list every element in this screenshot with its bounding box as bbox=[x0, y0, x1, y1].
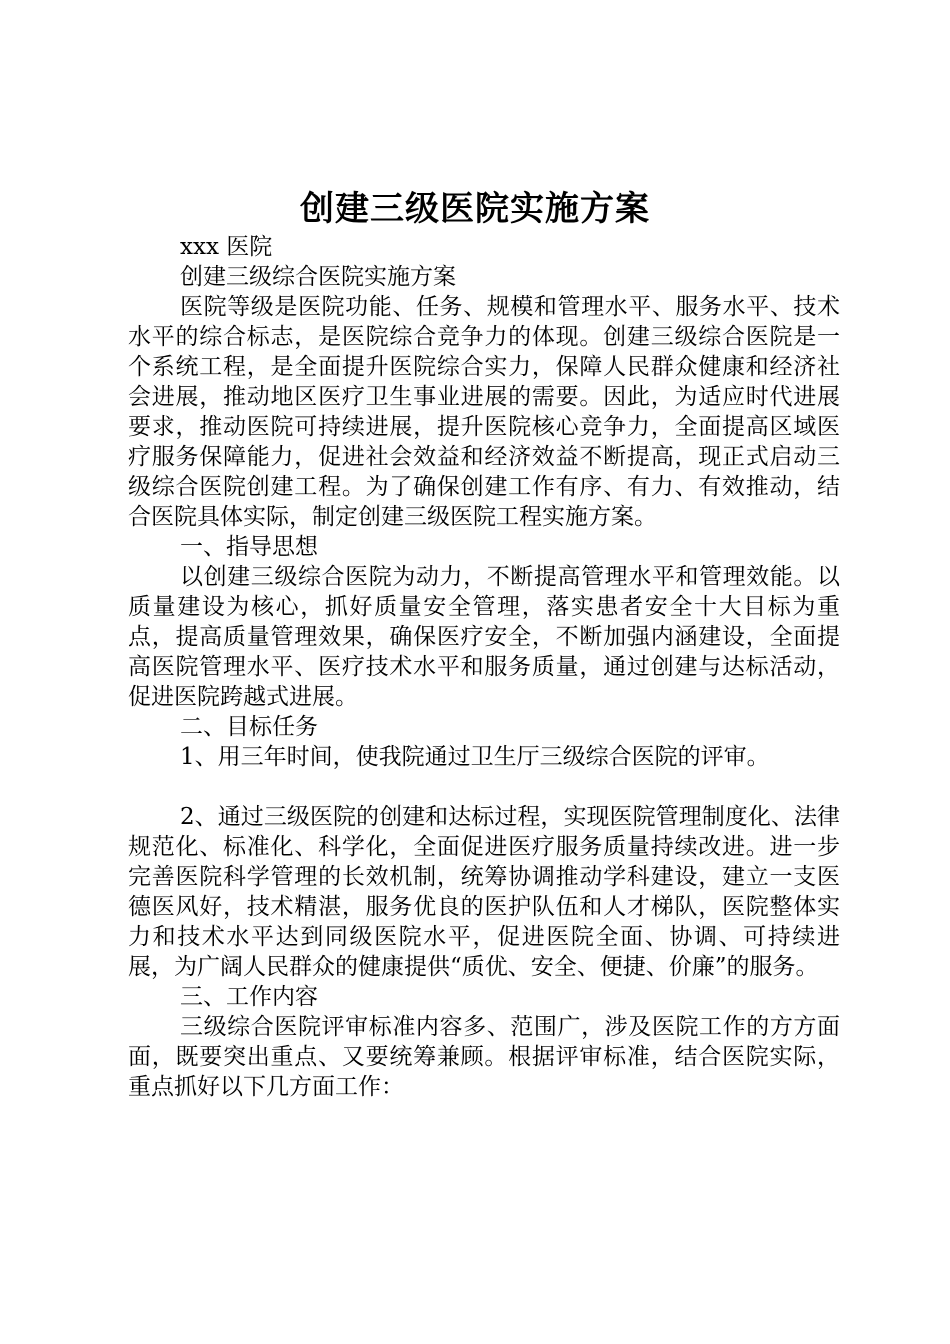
section-heading-work-content: 三、工作内容 bbox=[180, 984, 318, 1010]
section-heading-goals: 二、目标任务 bbox=[180, 714, 318, 740]
paragraph-gap bbox=[128, 772, 840, 802]
intro-paragraph: 医院等级是医院功能、任务、规模和管理水平、服务水平、技术水平的综合标志，是医院综合竞争力的体现。创建三级综合医院是一个系统工程，是全面提升医院综合实力，保障人民群众健康和经济社会进展，推动地区医疗卫生事业进展的需要。因此，为适应时代进展要求，推动医院可持续进展，提升医院核心竞争力，全面提高区域医疗服务保障能力，促进社会效益和经济效益不断提高，现正式启动三级综合医院创建工程。为了确保创建工作有序、有力、有效推动，结合医院具体实际，制定创建三级医院工程实施方案。 bbox=[128, 294, 840, 530]
section-heading-guiding-ideology: 一、指导思想 bbox=[180, 534, 318, 560]
section-paragraph: 以创建三级综合医院为动力，不断提高管理水平和管理效能。以质量建设为核心，抓好质量安全管理，落实患者安全十大目标为重点，提高质量管理效果，确保医疗安全，不断加强内涵建设，全面提高医院管理水平、医疗技术水平和服务质量，通过创建与达标活动，促进医院跨越式进展。 bbox=[128, 564, 840, 710]
document-body bbox=[128, 232, 840, 1102]
hospital-name: xxx 医院 bbox=[180, 234, 273, 260]
section-paragraph: 三级综合医院评审标准内容多、范围广，涉及医院工作的方方面面，既要突出重点、又要统筹兼顾。根据评审标准，结合医院实际，重点抓好以下几方面工作： bbox=[128, 1014, 840, 1100]
document-subtitle: 创建三级综合医院实施方案 bbox=[180, 264, 456, 290]
section-paragraph: 2、通过三级医院的创建和达标过程，实现医院管理制度化、法律规范化、标准化、科学化，全面促进医疗服务质量持续改进。进一步完善医院科学管理的长效机制，统筹协调推动学科建设，建立一支医德医风好，技术精湛，服务优良的医护队伍和人才梯队，医院整体实力和技术水平达到同级医院水平，促进医院全面、协调、可持续进展，为广阔人民群众的健康提供“质优、安全、便捷、价廉”的服务。 bbox=[128, 804, 840, 980]
document-title: 创建三级医院实施方案 bbox=[300, 189, 650, 229]
section-paragraph: 1、用三年时间，使我院通过卫生厅三级综合医院的评审。 bbox=[180, 744, 770, 770]
